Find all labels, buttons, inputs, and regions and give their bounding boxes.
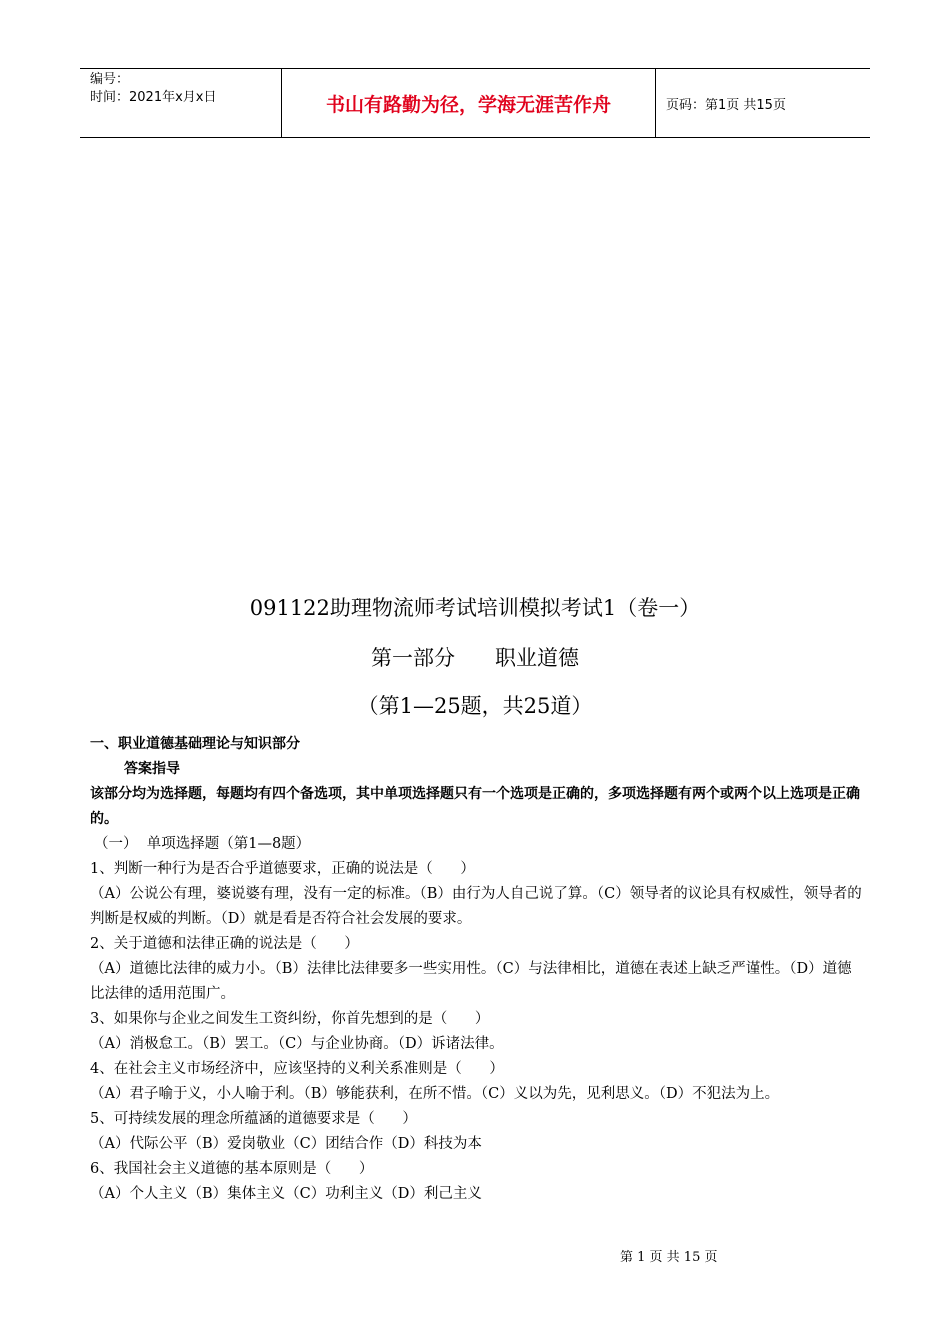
doc-number-label: 编号： — [90, 72, 130, 87]
doc-time-label: 时间：2021年x月x日 — [90, 90, 217, 105]
guide-title: 答案指导 — [124, 761, 180, 777]
question-range: （第1—25题，共25道） — [357, 694, 593, 718]
header-page-info: 页码：第1页 共15页 — [666, 97, 786, 113]
question-5-options: （A）代际公平（B）爱岗敬业（C）团结合作（D）科技为本 — [90, 1136, 482, 1152]
question-1: 1、判断一种行为是否合乎道德要求，正确的说法是（ ） — [90, 861, 475, 877]
subsection-heading: （一） 单项选择题（第1—8题） — [94, 836, 311, 852]
question-6-options: （A）个人主义（B）集体主义（C）功利主义（D）利己主义 — [90, 1186, 482, 1202]
question-5: 5、可持续发展的理念所蕴涵的道德要求是（ ） — [90, 1111, 417, 1127]
question-1-options: （A）公说公有理，婆说婆有理，没有一定的标准。（B）由行为人自己说了算。（C）领导者的议论具有权威性，领导者的判断是权威的判断。（D）就是看是否符合社会发展的要求。 — [90, 886, 862, 927]
question-4-options: （A）君子喻于义，小人喻于利。（B）够能获利，在所不惜。（C）义以为先，见利思义。（D）不犯法为上。 — [90, 1086, 780, 1102]
exam-content — [90, 732, 862, 1207]
page-header — [80, 68, 870, 138]
question-3-options: （A）消极怠工。（B）罢工。（C）与企业协商。（D）诉诸法律。 — [90, 1036, 504, 1052]
question-2: 2、关于道德和法律正确的说法是（ ） — [90, 936, 359, 952]
header-motto: 书山有路勤为径，学海无涯苦作舟 — [282, 69, 656, 137]
question-6: 6、我国社会主义道德的基本原则是（ ） — [90, 1161, 374, 1177]
question-4: 4、在社会主义市场经济中，应该坚持的义利关系准则是（ ） — [90, 1061, 504, 1077]
exam-title: 091122助理物流师考试培训模拟考试1（卷一） — [249, 596, 701, 620]
question-3: 3、如果你与企业之间发生工资纠纷，你首先想到的是（ ） — [90, 1011, 490, 1027]
page-footer: 第 1 页 共 15 页 — [620, 1250, 718, 1265]
part-title: 第一部分 职业道德 — [370, 646, 580, 670]
header-meta — [80, 69, 282, 137]
section-heading: 一、职业道德基础理论与知识部分 — [90, 736, 300, 752]
guide-text: 该部分均为选择题，每题均有四个备选项，其中单项选择题只有一个选项是正确的，多项选择题有两个或两个以上选项是正确的。 — [90, 786, 860, 827]
question-2-options: （A）道德比法律的威力小。（B）法律比法律要多一些实用性。（C）与法律相比，道德在表述上缺乏严谨性。（D）道德比法律的适用范围广。 — [90, 961, 852, 1002]
